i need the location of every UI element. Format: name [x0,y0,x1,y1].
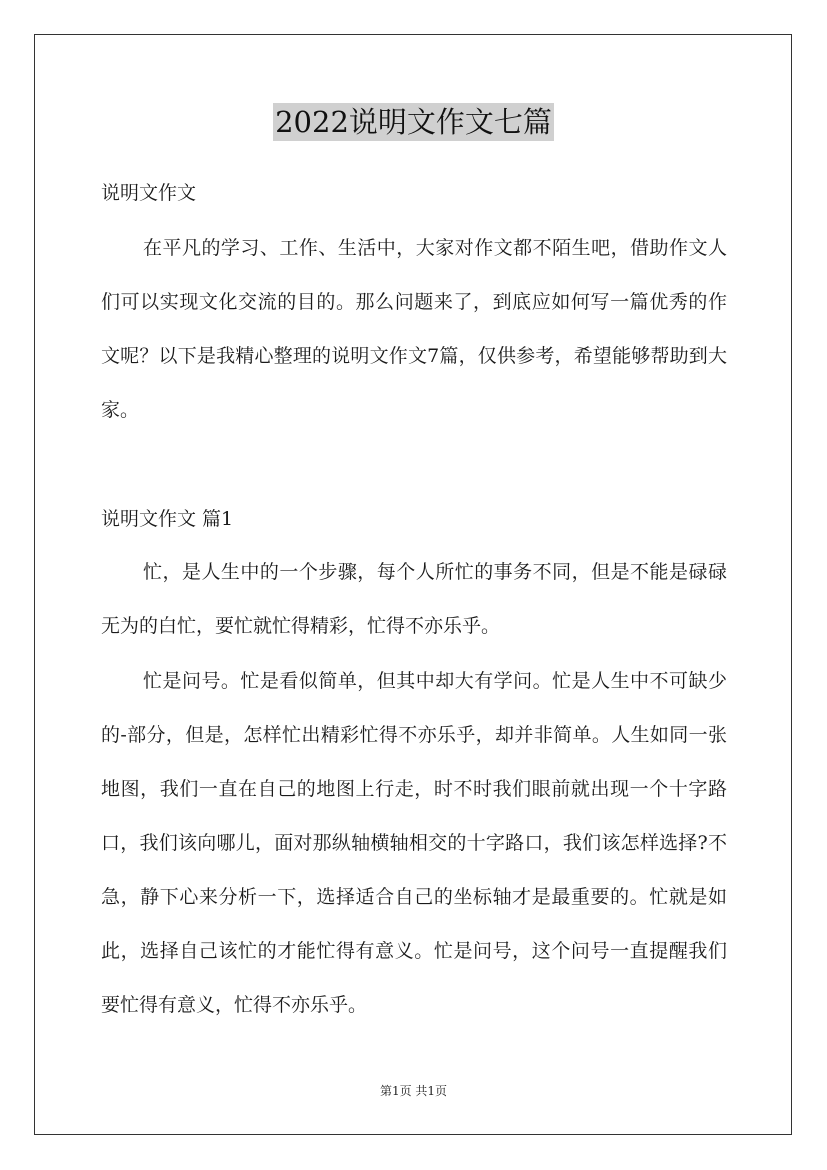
document-title: 2022说明文作文七篇 [275,105,552,139]
intro-heading: 说明文作文 [101,182,197,204]
title-container [0,103,827,141]
intro-paragraph: 在平凡的学习、工作、生活中，大家对作文都不陌生吧，借助作文人们可以实现文化交流的目的。那么问题来了，到底应如何写一篇优秀的作文呢？以下是我精心整理的说明文作文7篇，仅供参考，希望能够帮助到大家。 [101,237,727,421]
section-heading: 说明文作文 篇1 [101,508,234,530]
body-paragraph: 忙是问号。忙是看似简单，但其中却大有学问。忙是人生中不可缺少的-部分，但是，怎样忙出精彩忙得不亦乐乎，却并非简单。人生如同一张地图，我们一直在自己的地图上行走，时不时我们眼前就出现一个十字路口，我们该向哪儿，面对那纵轴横轴相交的十字路口，我们该怎样选择?不急，静下心来分析一下，选择适合自己的坐标轴才是最重要的。忙就是如此，选择自己该忙的才能忙得有意义。忙是问号，这个问号一直提醒我们要忙得有意义，忙得不亦乐乎。 [101,670,727,1016]
body-paragraph: 忙，是人生中的一个步骤，每个人所忙的事务不同，但是不能是碌碌无为的白忙，要忙就忙得精彩，忙得不亦乐乎。 [101,561,727,637]
page-number-label: 第1页 共1页 [379,1084,448,1098]
page-footer [0,1082,827,1100]
